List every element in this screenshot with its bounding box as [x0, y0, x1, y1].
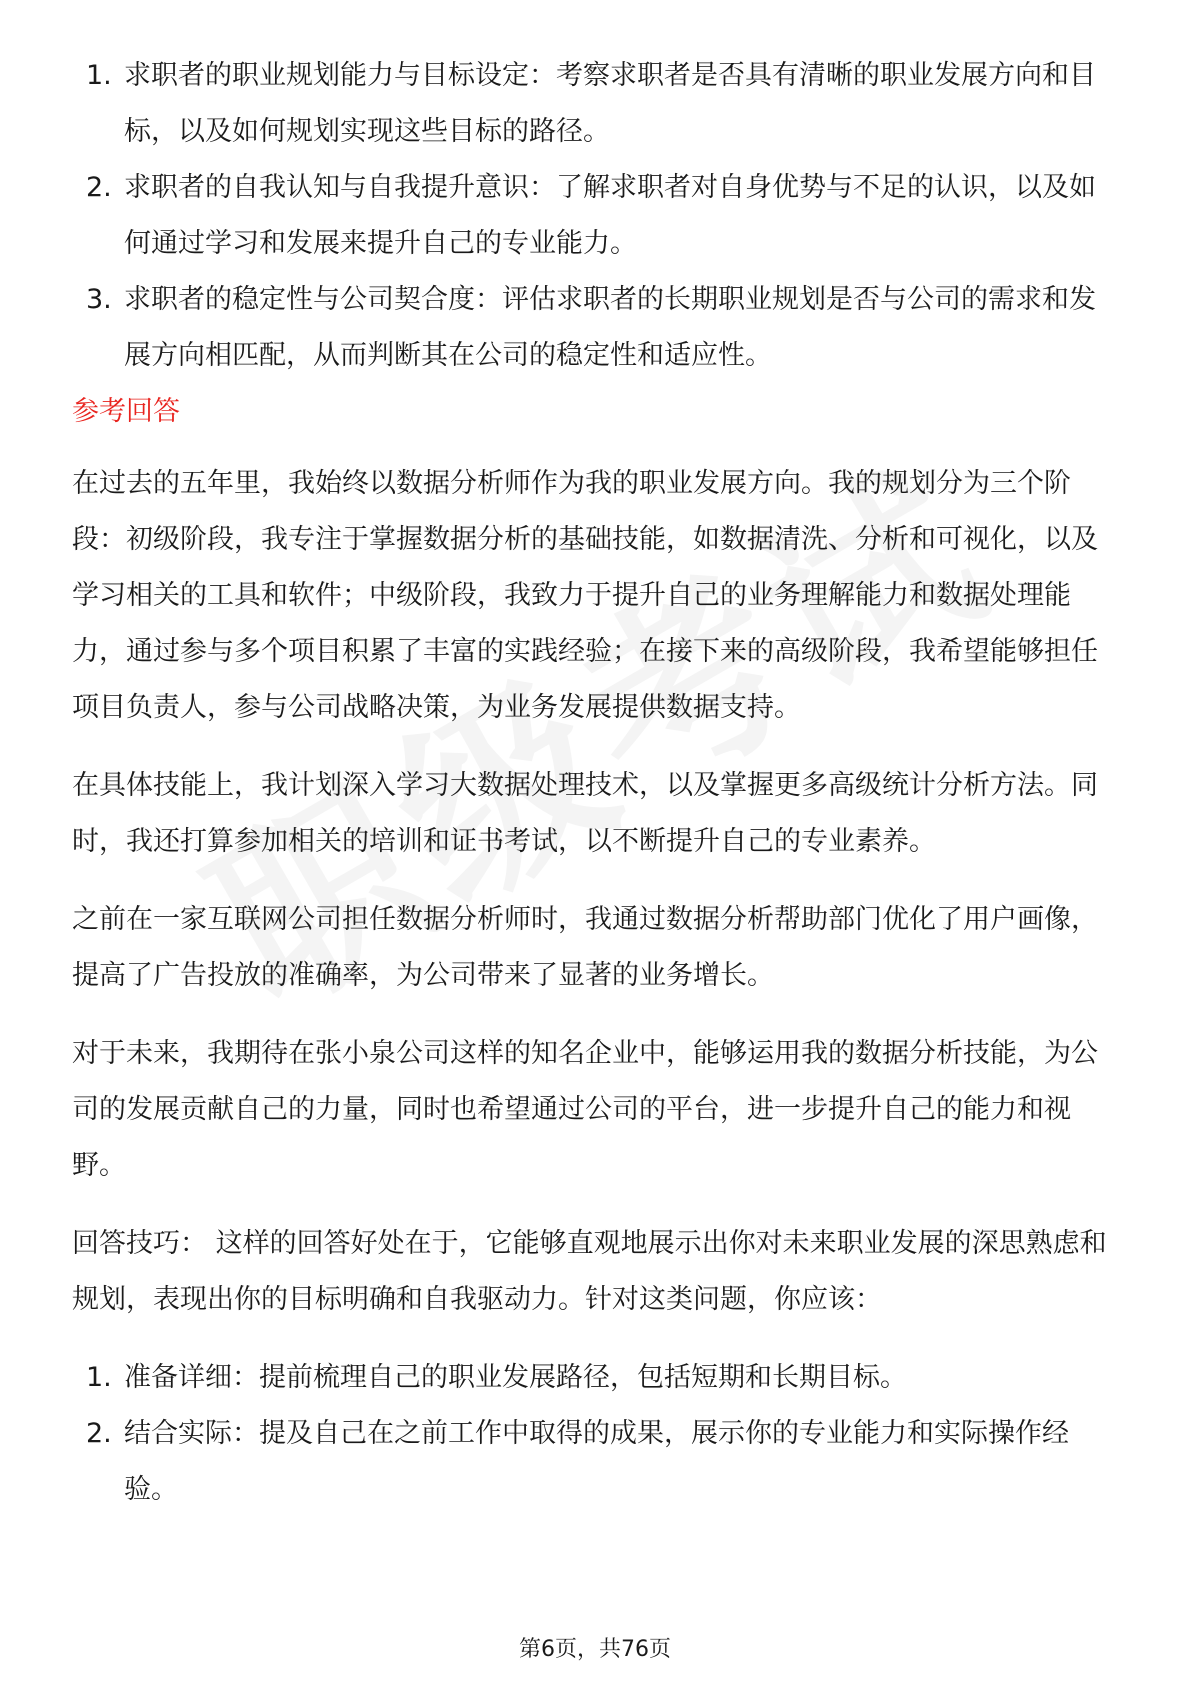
- page-content: [72, 48, 1122, 1518]
- list-item-text: 准备详细：提前梳理自己的职业发展路径，包括短期和长期目标。: [124, 1362, 907, 1393]
- list-item-text: 求职者的稳定性与公司契合度：评估求职者的长期职业规划是否与公司的需求和发展方向相匹配，从而判断其在公司的稳定性和适应性。: [124, 284, 1096, 371]
- list-number: 2.: [86, 1418, 112, 1449]
- paragraph: 在具体技能上，我计划深入学习大数据处理技术，以及掌握更多高级统计分析方法。同时，我还打算参加相关的培训和证书考试，以不断提升自己的专业素养。: [72, 770, 1098, 857]
- paragraph: 在过去的五年里，我始终以数据分析师作为我的职业发展方向。我的规划分为三个阶段：初级阶段，我专注于掌握数据分析的基础技能，如数据清洗、分析和可视化，以及学习相关的工具和软件；中级阶段，我致力于提升自己的业务理解能力和数据处理能力，通过参与多个项目积累了丰富的实践经验；在接下来的高级阶段，我希望能够担任项目负责人，参与公司战略决策，为业务发展提供数据支持。: [72, 468, 1098, 723]
- list-item-text: 求职者的自我认知与自我提升意识：了解求职者对自身优势与不足的认识，以及如何通过学习和发展来提升自己的专业能力。: [124, 172, 1096, 259]
- tips-list: [72, 1350, 1122, 1518]
- page-number-footer: 第6页，共76页: [519, 1637, 671, 1662]
- list-number: 3.: [86, 284, 112, 315]
- section-heading: 参考回答: [72, 396, 180, 427]
- paragraph: 之前在一家互联网公司担任数据分析师时，我通过数据分析帮助部门优化了用户画像，提高了广告投放的准确率，为公司带来了显著的业务增长。: [72, 904, 1098, 991]
- list-item: [72, 1406, 1122, 1518]
- paragraph: 对于未来，我期待在张小泉公司这样的知名企业中，能够运用我的数据分析技能，为公司的发展贡献自己的力量，同时也希望通过公司的平台，进一步提升自己的能力和视野。: [72, 1038, 1098, 1181]
- list-number: 1.: [86, 1362, 112, 1393]
- evaluation-points-list: [72, 48, 1122, 384]
- list-item: [72, 1350, 1122, 1406]
- list-item: [72, 48, 1122, 160]
- list-item: [72, 160, 1122, 272]
- list-item-text: 结合实际：提及自己在之前工作中取得的成果，展示你的专业能力和实际操作经验。: [124, 1418, 1069, 1505]
- list-number: 1.: [86, 60, 112, 91]
- list-number: 2.: [86, 172, 112, 203]
- answer-tips-paragraph: 回答技巧： 这样的回答好处在于，它能够直观地展示出你对未来职业发展的深思熟虑和规划，表现出你的目标明确和自我驱动力。针对这类问题，你应该：: [72, 1228, 1107, 1315]
- list-item: [72, 272, 1122, 384]
- list-item-text: 求职者的职业规划能力与目标设定：考察求职者是否具有清晰的职业发展方向和目标，以及如何规划实现这些目标的路径。: [124, 60, 1096, 147]
